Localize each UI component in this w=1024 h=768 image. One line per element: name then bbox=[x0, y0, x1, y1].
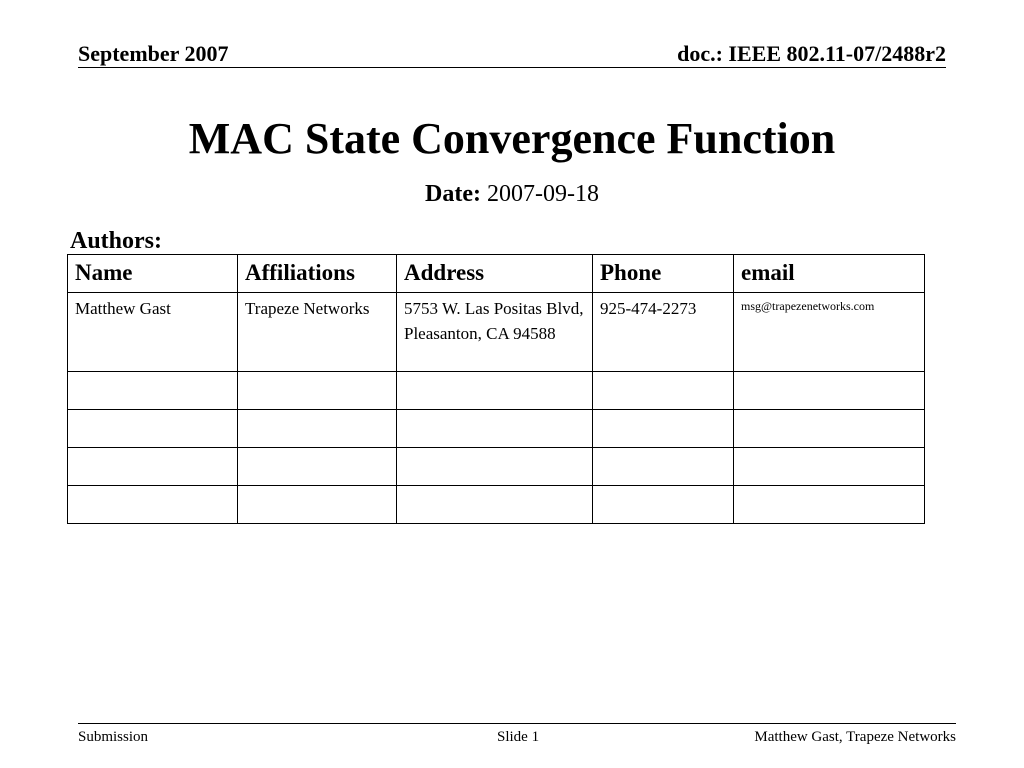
empty-cell bbox=[68, 486, 238, 524]
author-name-cell: Matthew Gast bbox=[68, 293, 238, 372]
author-address-cell: 5753 W. Las Positas Blvd, Pleasanton, CA 94588 bbox=[397, 293, 593, 372]
author-email-cell: msg@trapezenetworks.com bbox=[734, 293, 925, 372]
empty-cell bbox=[68, 372, 238, 410]
empty-cell bbox=[397, 486, 593, 524]
empty-cell bbox=[238, 448, 397, 486]
empty-cell bbox=[734, 486, 925, 524]
footer-author: Matthew Gast, Trapeze Networks bbox=[754, 729, 956, 745]
author-phone-cell: 925-474-2273 bbox=[593, 293, 734, 372]
empty-cell bbox=[238, 372, 397, 410]
column-header-phone: Phone bbox=[593, 255, 734, 293]
table-header-row bbox=[68, 255, 925, 293]
empty-cell bbox=[734, 410, 925, 448]
column-header-email: email bbox=[734, 255, 925, 293]
empty-cell bbox=[593, 486, 734, 524]
empty-cell bbox=[734, 372, 925, 410]
table-row bbox=[68, 293, 925, 372]
empty-cell bbox=[397, 372, 593, 410]
empty-cell bbox=[68, 448, 238, 486]
column-header-address: Address bbox=[397, 255, 593, 293]
empty-table-row bbox=[68, 410, 925, 448]
footer-submission: Submission bbox=[78, 729, 149, 745]
footer-slide-number: Slide 1 bbox=[497, 729, 540, 745]
header-divider bbox=[78, 67, 946, 68]
empty-table-row bbox=[68, 486, 925, 524]
authors-table bbox=[67, 254, 925, 524]
empty-cell bbox=[397, 448, 593, 486]
date-value: 2007-09-18 bbox=[486, 181, 599, 207]
empty-cell bbox=[593, 372, 734, 410]
empty-table-row bbox=[68, 448, 925, 486]
empty-cell bbox=[593, 448, 734, 486]
column-header-affiliations: Affiliations bbox=[238, 255, 397, 293]
empty-cell bbox=[238, 486, 397, 524]
empty-cell bbox=[734, 448, 925, 486]
empty-cell bbox=[593, 410, 734, 448]
empty-cell bbox=[397, 410, 593, 448]
author-affiliation-cell: Trapeze Networks bbox=[238, 293, 397, 372]
slide-title: MAC State Convergence Function bbox=[188, 114, 836, 163]
header-date: September 2007 bbox=[78, 41, 229, 66]
date-line bbox=[0, 179, 1024, 209]
date-label: Date: bbox=[425, 181, 481, 207]
empty-cell bbox=[68, 410, 238, 448]
header-doc-id: doc.: IEEE 802.11-07/2488r2 bbox=[677, 41, 946, 66]
empty-cell bbox=[238, 410, 397, 448]
footer-divider bbox=[78, 723, 956, 724]
authors-label: Authors: bbox=[70, 228, 163, 254]
column-header-name: Name bbox=[68, 255, 238, 293]
empty-table-row bbox=[68, 372, 925, 410]
